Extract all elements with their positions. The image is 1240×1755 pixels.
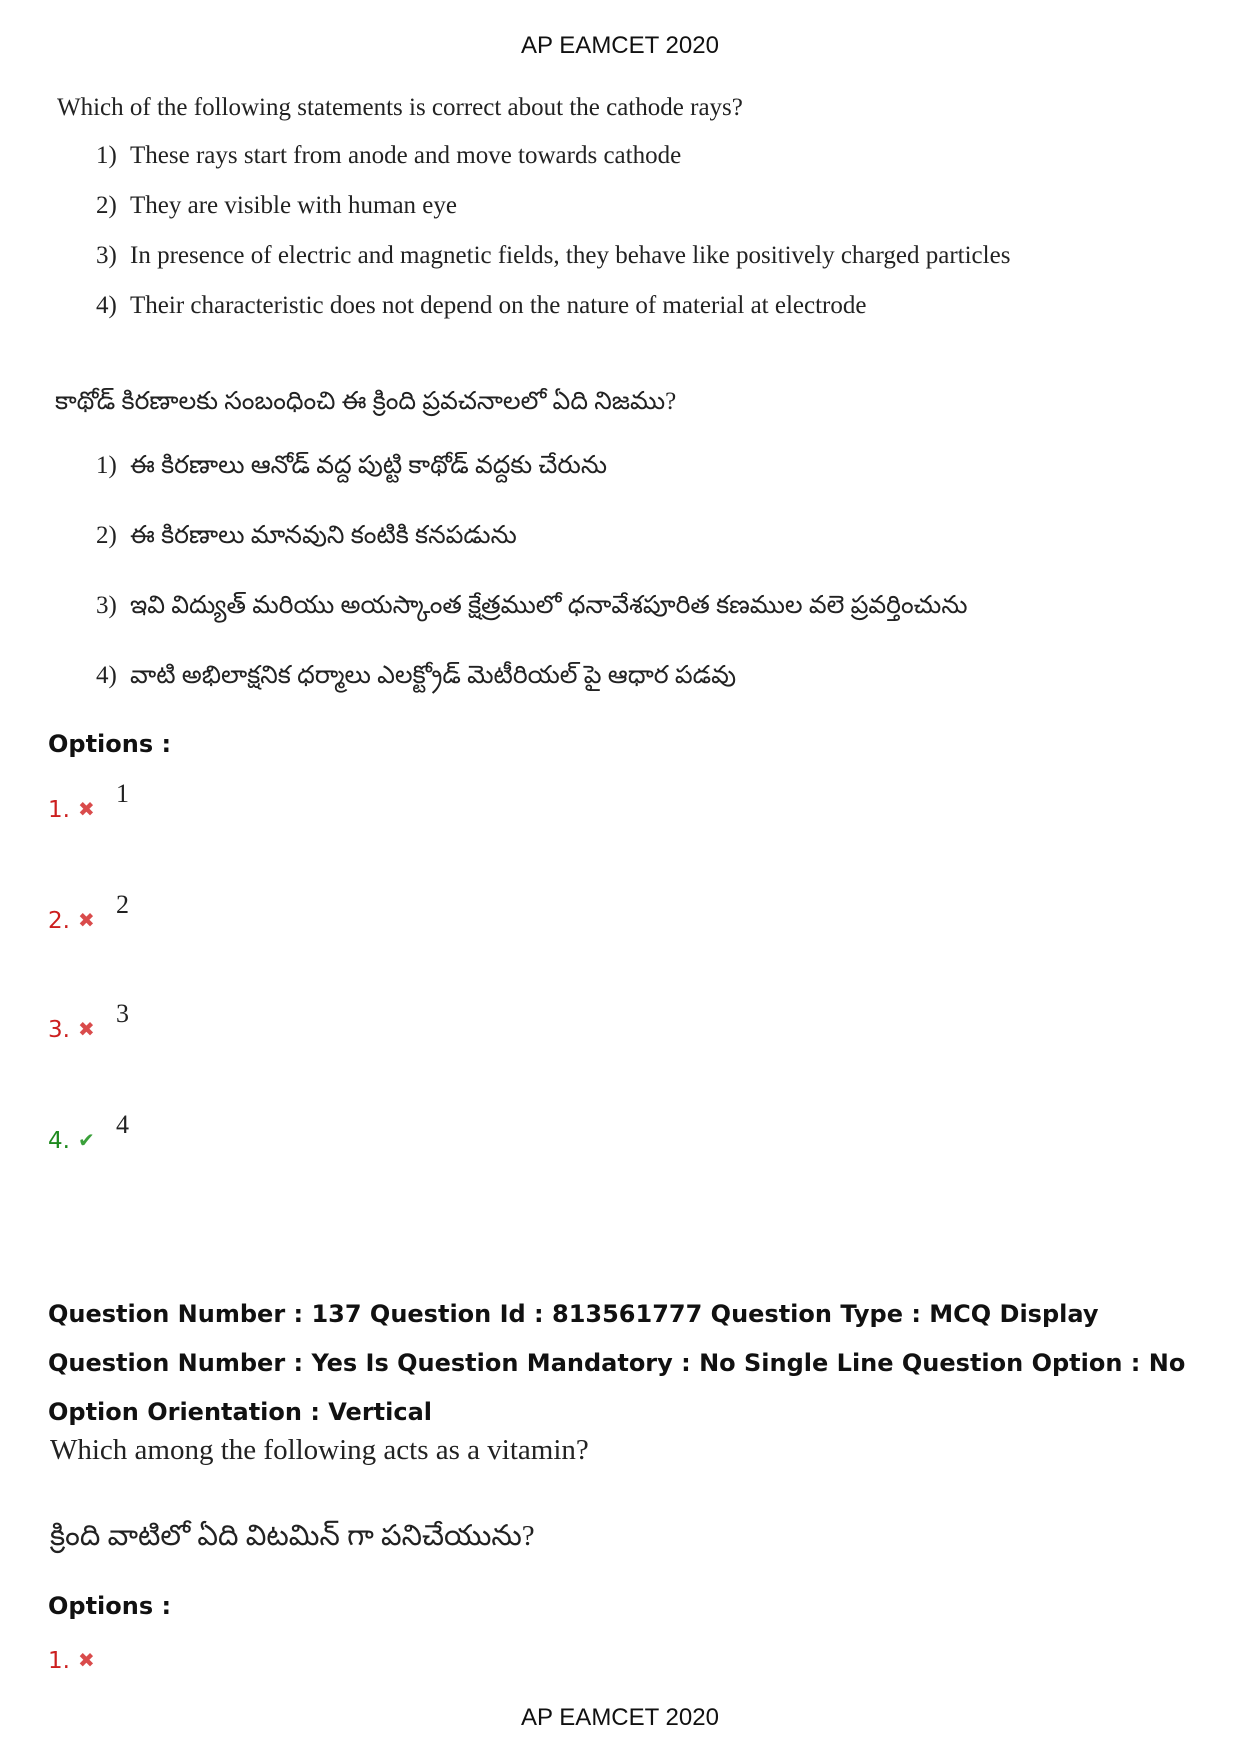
option-te-3-num: 3): [96, 592, 117, 619]
question-meta: Question Number : 137 Question Id : 813561777 Question Type : MCQ Display Question Number : Yes Is Question Mandatory : No Single Line Question Option : No Option Orientation : Vertical: [48, 1300, 1186, 1426]
option-te-4-num: 4): [96, 662, 117, 689]
option-en-1-num: 1): [96, 142, 117, 169]
option-en-2-num: 2): [96, 192, 117, 219]
option-en-2: [96, 192, 457, 220]
choice-4-value: 4: [116, 1110, 129, 1139]
option-te-1: [96, 452, 607, 486]
option-te-1-num: 1): [96, 452, 117, 479]
options-label-2: Options :: [48, 1592, 172, 1620]
option-en-3-num: 3): [96, 242, 117, 269]
cross-icon: ✖: [78, 1648, 95, 1672]
cross-icon: ✖: [78, 908, 95, 932]
question-1-text-te: కాథోడ్ కిరణాలకు సంబంధించి ఈ క్రింది ప్రవచనాలలో ఏది నిజము?: [55, 388, 677, 415]
option-en-1: [96, 142, 681, 170]
option-en-4: [96, 292, 866, 320]
choice-2-value: 2: [116, 890, 129, 919]
option-te-1-text: ఈ కిరణాలు ఆనోడ్ వద్ద పుట్టి కాథోడ్ వద్దకు చేరును: [130, 452, 608, 479]
question-1-text-en: Which of the following statements is correct about the cathode rays?: [57, 94, 743, 121]
choice-1-value: 1: [116, 779, 129, 808]
option-te-4: [96, 662, 736, 696]
check-icon: ✔: [78, 1128, 95, 1152]
choice-4-index: 4.: [48, 1128, 70, 1154]
option-te-4-text: వాటి అభిలాక్షనిక ధర్మాలు ఎలక్ట్రోడ్ మెటీరియల్ పై ఆధార పడవు: [130, 662, 737, 689]
option-te-2: [96, 522, 517, 556]
option-en-4-num: 4): [96, 292, 117, 319]
question-2-text-te: క్రింది వాటిలో ఏది విటమిన్ గా పనిచేయును?: [50, 1520, 535, 1552]
choice-2-index: 2.: [48, 908, 70, 934]
option-en-3: [96, 242, 1010, 270]
option-te-3: [96, 592, 968, 626]
option-en-4-text: Their characteristic does not depend on the nature of material at electrode: [130, 292, 867, 319]
q2-choice-1-index: 1.: [48, 1648, 70, 1674]
page-header: AP EAMCET 2020: [521, 32, 719, 59]
option-te-2-text: ఈ కిరణాలు మానవుని కంటికి కనపడును: [130, 522, 517, 549]
choice-1-index: 1.: [48, 797, 70, 823]
option-en-2-text: They are visible with human eye: [130, 192, 457, 219]
cross-icon: ✖: [78, 797, 95, 821]
option-en-3-text: In presence of electric and magnetic fields, they behave like positively charged particles: [130, 242, 1011, 269]
option-te-3-text: ఇవి విద్యుత్ మరియు అయస్కాంత క్షేత్రములో ధనావేశపూరిత కణముల వలె ప్రవర్తించును: [130, 592, 968, 619]
option-en-1-text: These rays start from anode and move towards cathode: [130, 142, 682, 169]
choice-3-index: 3.: [48, 1017, 70, 1043]
cross-icon: ✖: [78, 1017, 95, 1041]
question-2-text-en: Which among the following acts as a vitamin?: [50, 1434, 589, 1466]
option-te-2-num: 2): [96, 522, 117, 549]
page-footer: AP EAMCET 2020: [521, 1704, 719, 1731]
options-label: Options :: [48, 730, 172, 758]
choice-3-value: 3: [116, 999, 129, 1028]
